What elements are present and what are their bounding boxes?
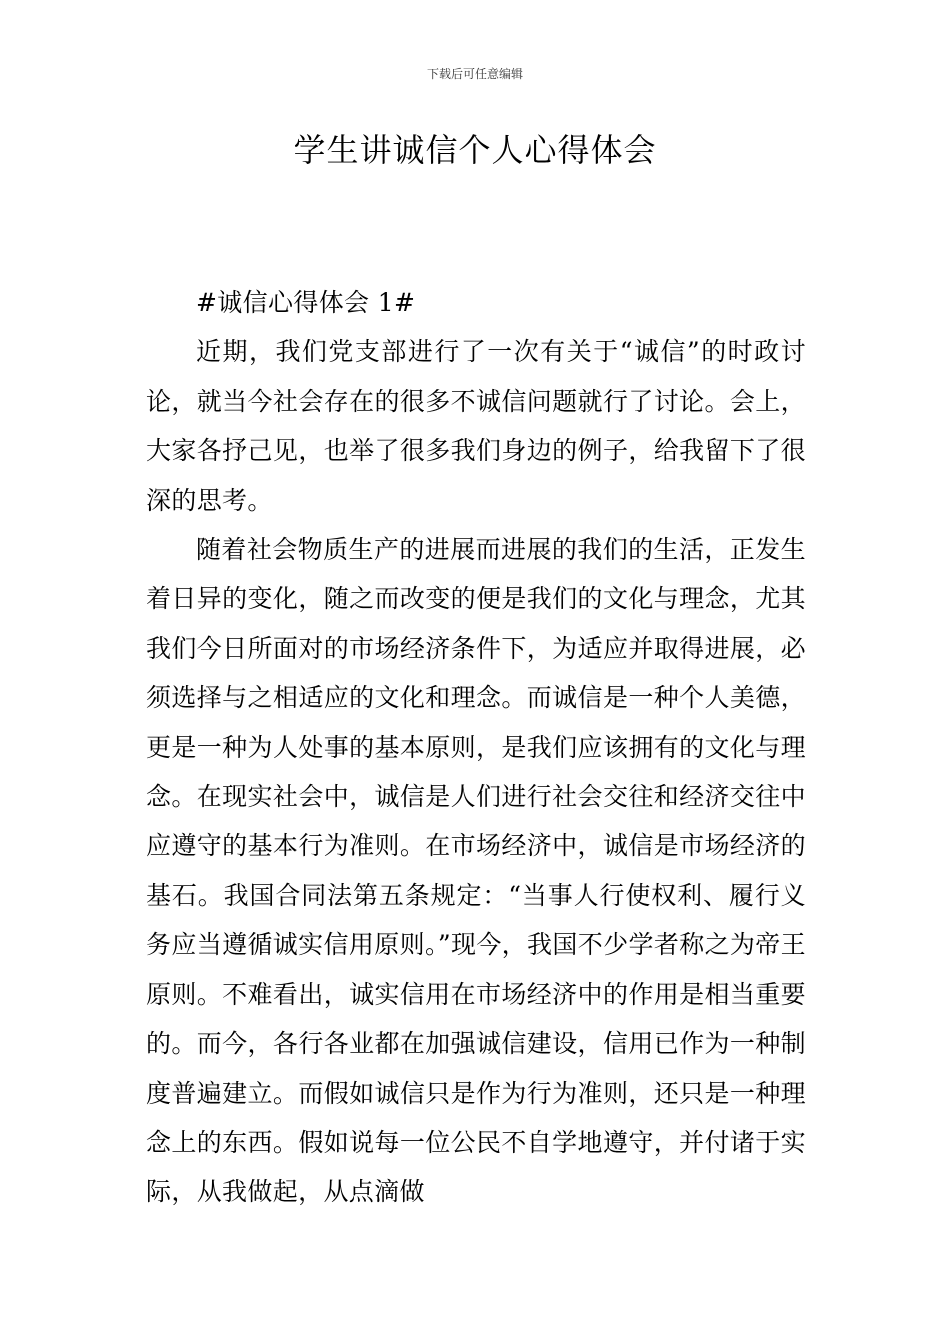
document-title: 学生讲诚信个人心得体会 — [293, 131, 657, 169]
paragraph: 近期，我们党支部进行了一次有关于“诚信”的时政讨论，就当今社会存在的很多不诚信问题就行了讨论。会上，大家各抒己见，也举了很多我们身边的例子，给我留下了很深的思考。 — [146, 337, 806, 515]
header-note: 下载后可任意编辑 — [426, 67, 523, 81]
paragraph: 随着社会物质生产的进展而进展的我们的生活，正发生着日异的变化，随之而改变的便是我们的文化与理念，尤其我们今日所面对的市场经济条件下，为适应并取得进展，必须选择与之相适应的文化和理念。而诚信是一种个人美德，更是一种为人处事的基本原则，是我们应该拥有的文化与理念。在现实社会中，诚信是人们进行社会交往和经济交往中应遵守的基本行为准则。在市场经济中，诚信是市场经济的基石。我国合同法第五条规定：“当事人行使权利、履行义务应当遵循诚实信用原则。”现今，我国不少学者称之为帝王原则。不难看出，诚实信用在市场经济中的作用是相当重要的。而今，各行各业都在加强诚信建设，信用已作为一种制度普遍建立。而假如诚信只是作为行为准则，还只是一种理念上的东西。假如说每一位公民不自学地遵守，并付诸于实际，从我做起，从点滴做 — [146, 535, 806, 1207]
document-body — [146, 278, 806, 1217]
section-heading: #诚信心得体会 1# — [196, 288, 416, 317]
